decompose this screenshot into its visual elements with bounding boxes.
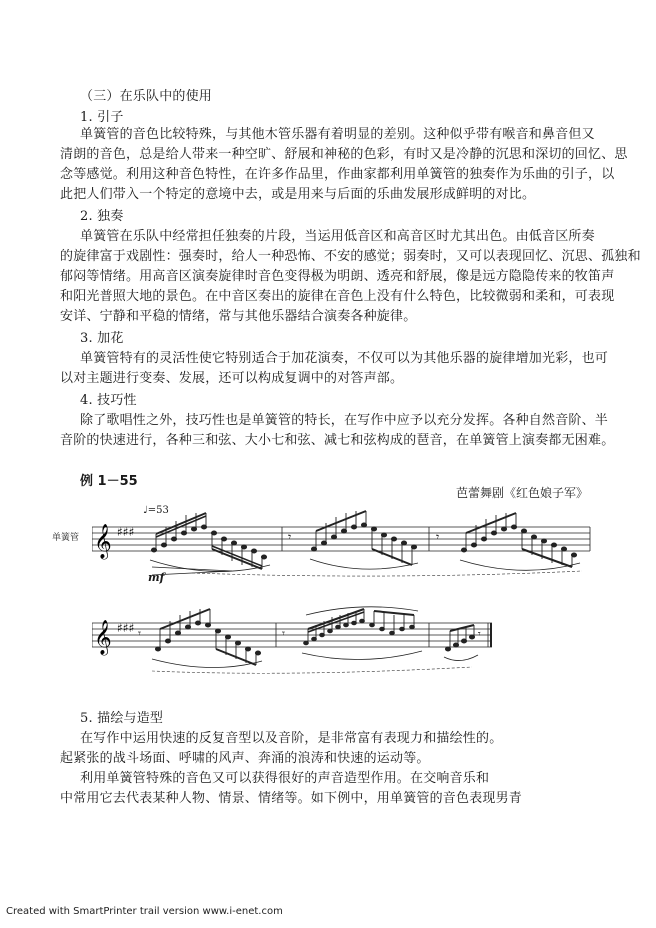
item-4-line: 除了歌唱性之外，技巧性也是单簧管的特长，在写作中应予以充分发挥。各种自然音阶、半 <box>80 413 609 428</box>
item-5-line: 在写作中运用快速的反复音型以及音阶，是非常富有表现力和描绘性的。 <box>80 731 503 746</box>
key-signature-icon: ♯♯♯ <box>117 525 135 539</box>
item-5-line: 起紧张的战斗场面、呼啸的风声、奔涌的浪涛和快速的运动等。 <box>60 751 430 766</box>
tempo-marking: ♩=53 <box>143 505 169 516</box>
item-2-line: 和阳光普照大地的景色。在中音区奏出的旋律在音色上没有什么特色，比较微弱和柔和，可表现 <box>60 289 615 304</box>
footer-watermark: Created with SmartPrinter trail version www.i-enet.com <box>6 906 283 917</box>
item-1-title: 1. 引子 <box>80 110 124 125</box>
note-group-5 <box>304 609 415 645</box>
note-group-1 <box>151 513 266 569</box>
item-3-title: 3. 加花 <box>80 331 124 346</box>
item-3-line: 单簧管特有的灵活性使它特别适合于加花演奏，不仅可以为其他乐器的旋律增加光彩，也可 <box>80 351 609 366</box>
note-group-4 <box>155 609 260 665</box>
music-staff-1 <box>92 505 592 585</box>
item-3-line: 以对主题进行变奏、发展，还可以构成复调中的对答声部。 <box>60 371 404 386</box>
item-2-title: 2. 独奏 <box>80 209 124 224</box>
treble-clef-icon: 𝄞 <box>94 620 112 655</box>
item-1-line: 清朗的音色，总是给人带来一种空旷、舒展和神秘的色彩，有时又是冷静的沉思和深切的回忆、思 <box>60 147 628 162</box>
section-heading: （三）在乐队中的使用 <box>80 89 213 104</box>
item-1-line: 念等感觉。利用这种音色特性，在许多作品里，作曲家都利用单簧管的独奏作为乐曲的引子，以 <box>60 167 615 182</box>
item-4-title: 4. 技巧性 <box>80 393 137 408</box>
item-2-line: 安详、宁静和平稳的情绪，常与其他乐器结合演奏各种旋律。 <box>60 309 417 324</box>
svg-text:𝄾: 𝄾 <box>138 627 141 640</box>
item-5-line: 利用单簧管特殊的音色又可以获得很好的声音造型作用。在交响音乐和 <box>80 771 490 786</box>
note-group-2 <box>311 511 416 565</box>
example-label: 例 1－55 <box>80 474 138 489</box>
treble-clef-icon: 𝄞 <box>94 524 112 559</box>
key-signature-icon: ♯♯♯ <box>117 621 135 635</box>
dynamic-marking: mf <box>148 571 165 584</box>
note-group-3 <box>461 513 576 567</box>
svg-text:𝄾: 𝄾 <box>282 627 285 640</box>
item-5-title: 5. 描绘与造型 <box>80 711 164 726</box>
music-staff-2 <box>92 605 592 675</box>
item-5-line: 中常用它去代表某种人物、情景、情绪等。如下例中，用单簧管的音色表现男青 <box>60 791 523 806</box>
item-4-line: 音阶的快速进行，各种三和弦、大小七和弦、减七和弦构成的琶音，在单簧管上演奏都无困难。 <box>60 433 615 448</box>
svg-text:𝄾: 𝄾 <box>288 530 292 544</box>
item-2-line: 单簧管在乐队中经常担任独奏的片段，当运用低音区和高音区时尤其出色。由低音区所奏 <box>80 229 595 244</box>
item-1-line: 单簧管的音色比较特殊，与其他木管乐器有着明显的差别。这种似乎带有喉音和鼻音但又 <box>80 127 595 142</box>
item-1-line: 此把人们带入一个特定的意境中去，或是用来与后面的乐曲发展形成鲜明的对比。 <box>60 187 536 202</box>
item-2-line: 的旋律富于戏剧性：强奏时，给人一种恐怖、不安的感觉；弱奏时，又可以表现回忆、沉思、孤独和 <box>60 249 641 264</box>
svg-text:𝄾: 𝄾 <box>478 629 481 640</box>
example-source: 芭蕾舞剧《红色娘子军》 <box>456 486 589 500</box>
instrument-label: 单簧管 <box>52 533 80 543</box>
item-2-line: 郁闷等情绪。用高音区演奏旋律时音色变得极为明朗、透亮和舒展，像是远方隐隐传来的牧笛声 <box>60 269 615 284</box>
svg-text:𝄾: 𝄾 <box>436 530 440 544</box>
